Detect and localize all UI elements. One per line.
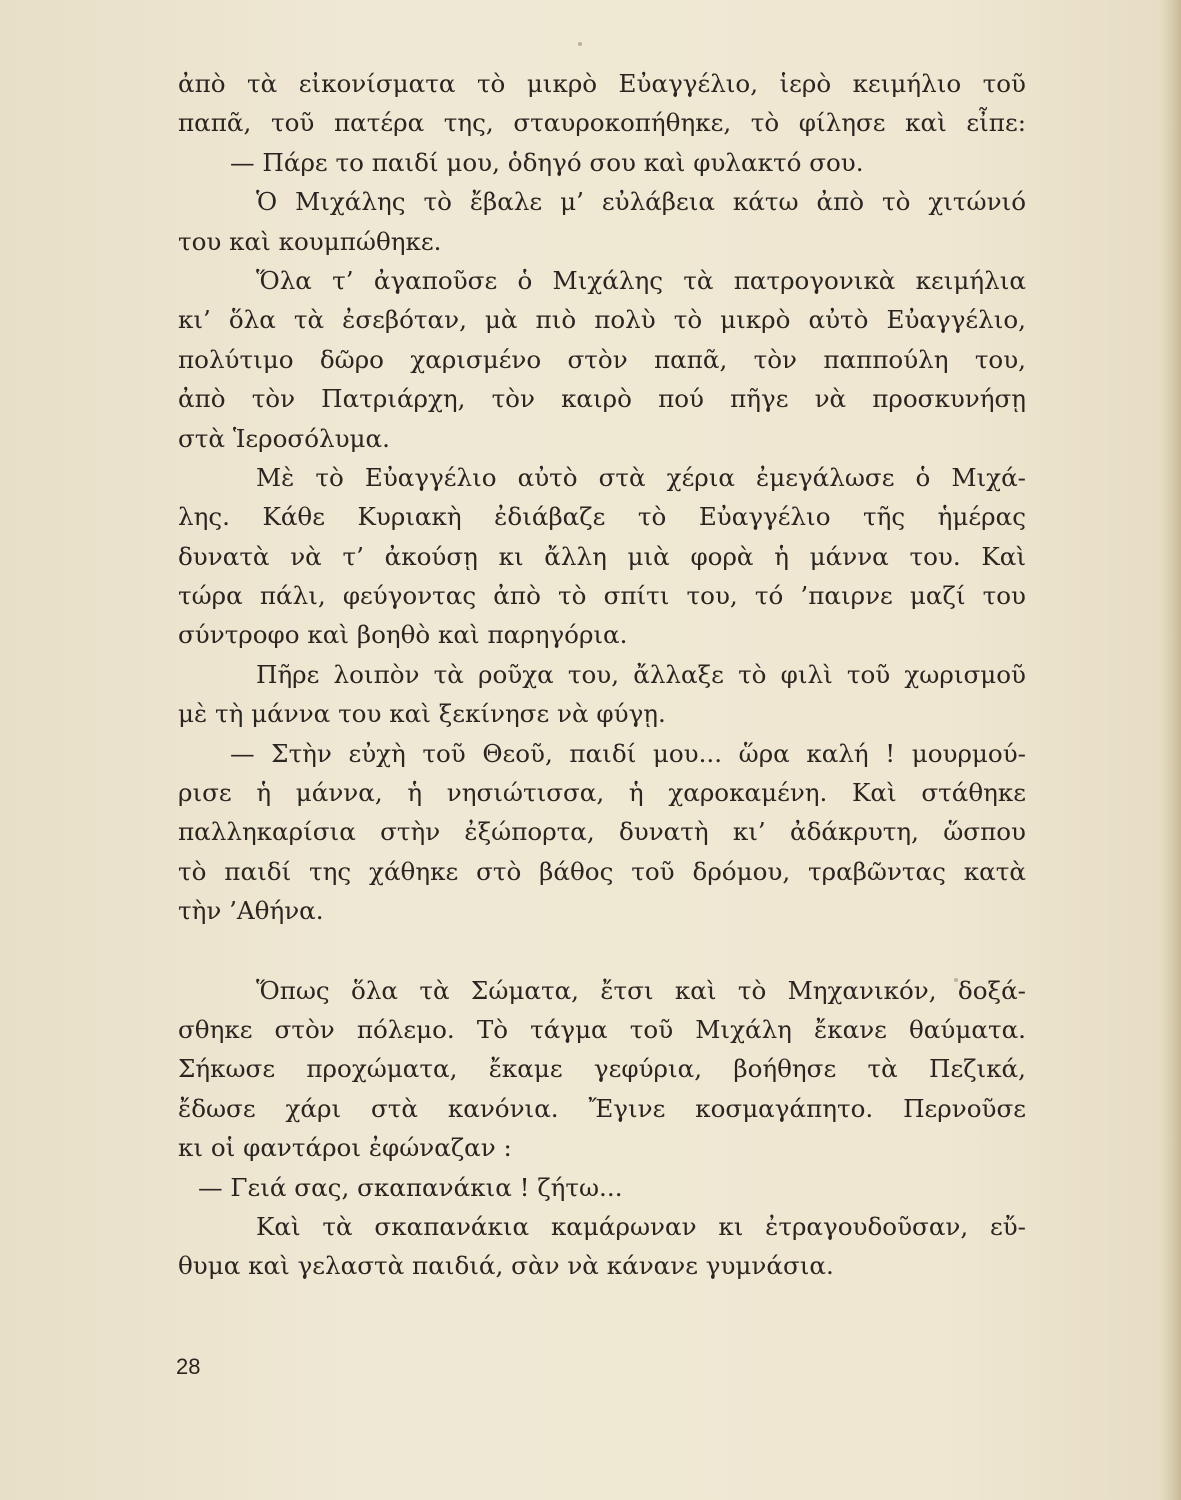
text-line: Πῆρε λοιπὸν τὰ ροῦχα του, ἄλλαξε τὸ φιλὶ τοῦ χωρισμοῦ <box>256 659 1026 689</box>
page-number: 28 <box>176 1354 201 1379</box>
text-line: Μὲ τὸ Εὐαγγέλιο αὐτὸ στὰ χέρια ἐμεγάλωσε ὁ Μιχά- <box>256 462 1026 492</box>
text-line: τὸ παιδί της χάθηκε στὸ βάθος τοῦ δρόμου, τραβῶντας κατὰ <box>178 856 1026 886</box>
text-line: δυνατὰ νὰ τ’ ἀκούσῃ κι ἄλλη μιὰ φορὰ ἡ μάννα του. Καὶ <box>178 541 1026 571</box>
text-line: Σήκωσε προχώματα, ἔκαμε γεφύρια, βοήθησε τὰ Πεζικά, <box>178 1054 1026 1084</box>
dialogue-line: — Γειά σας, σκαπανάκια ! ζήτω... <box>198 1172 623 1202</box>
section-gap <box>178 931 1026 971</box>
text-line: σθηκε στὸν πόλεμο. Τὸ τάγμα τοῦ Μιχάλη ἔκανε θαύματα. <box>178 1014 1026 1044</box>
text-line: μὲ τὴ μάννα του καὶ ξεκίνησε νὰ φύγῃ. <box>178 699 666 729</box>
text-line: κι’ ὅλα τὰ ἐσεβόταν, μὰ πιὸ πολὺ τὸ μικρὸ αὐτὸ Εὐαγγέλιο, <box>178 305 1026 335</box>
text-line: πολύτιμο δῶρο χαρισμένο στὸν παπᾶ, τὸν παππούλη του, <box>178 344 1026 374</box>
text-line: Ὁ Μιχάλης τὸ ἔβαλε μ’ εὐλάβεια κάτω ἀπὸ τὸ χιτώνιό <box>256 187 1026 217</box>
dialogue-line: — Πάρε το παιδί μου, ὁδηγό σου καὶ φυλακτό σου. <box>230 147 864 177</box>
text-line: τὴν ’Αθήνα. <box>178 896 324 926</box>
text-line: ἀπὸ τὰ εἰκονίσματα τὸ μικρὸ Εὐαγγέλιο, ἱερὸ κειμήλιο τοῦ <box>178 69 1026 98</box>
text-line: ἀπὸ τὸν Πατριάρχη, τὸν καιρὸ πού πῆγε νὰ προσκυνήσῃ <box>178 384 1026 414</box>
text-line: στὰ Ἱεροσόλυμα. <box>178 423 390 453</box>
text-line: Καὶ τὰ σκαπανάκια καμάρωναν κι ἐτραγουδοῦσαν, εὔ- <box>256 1211 1026 1241</box>
ink-speck <box>578 42 582 46</box>
text-line: του καὶ κουμπώθηκε. <box>178 226 442 256</box>
page-spine-shadow <box>1159 0 1181 1500</box>
text-line: παπᾶ, τοῦ πατέρα της, σταυροκοπήθηκε, τὸ φίλησε καὶ εἶπε: <box>178 108 1026 138</box>
text-line: σύντροφο καὶ βοηθὸ καὶ παρηγόρια. <box>178 620 628 650</box>
text-line: Ὅπως ὅλα τὰ Σώματα, ἔτσι καὶ τὸ Μηχανικόν, δοξά- <box>256 975 1026 1005</box>
text-line: ρισε ἡ μάννα, ἡ νησιώτισσα, ἡ χαροκαμένη. Καὶ στάθηκε <box>178 778 1026 808</box>
text-line: παλληκαρίσια στὴν ἐξώπορτα, δυνατὴ κι’ ἀδάκρυτη, ὥσπου <box>178 817 1026 847</box>
text-line: θυμα καὶ γελαστὰ παιδιά, σὰν νὰ κάνανε γυμνάσια. <box>178 1251 834 1281</box>
dialogue-line: — Στὴν εὐχὴ τοῦ Θεοῦ, παιδί μου... ὥρα καλή ! μουρμού- <box>230 738 1026 768</box>
text-line: ἔδωσε χάρι στὰ κανόνια. Ἔγινε κοσμαγάπητο. Περνοῦσε <box>178 1093 1026 1123</box>
text-line: Ὅλα τ’ ἀγαποῦσε ὁ Μιχάλης τὰ πατρογονικὰ κειμήλια <box>256 265 1026 295</box>
text-line: τώρα πάλι, φεύγοντας ἀπὸ τὸ σπίτι του, τό ’παιρνε μαζί του <box>178 581 1026 611</box>
text-line: λης. Κάθε Κυριακὴ ἐδιάβαζε τὸ Εὐαγγέλιο τῆς ἡμέρας <box>178 502 1026 532</box>
text-line: κι οἱ φαντάροι ἐφώναζαν : <box>178 1133 512 1163</box>
body-text <box>178 64 1026 1286</box>
